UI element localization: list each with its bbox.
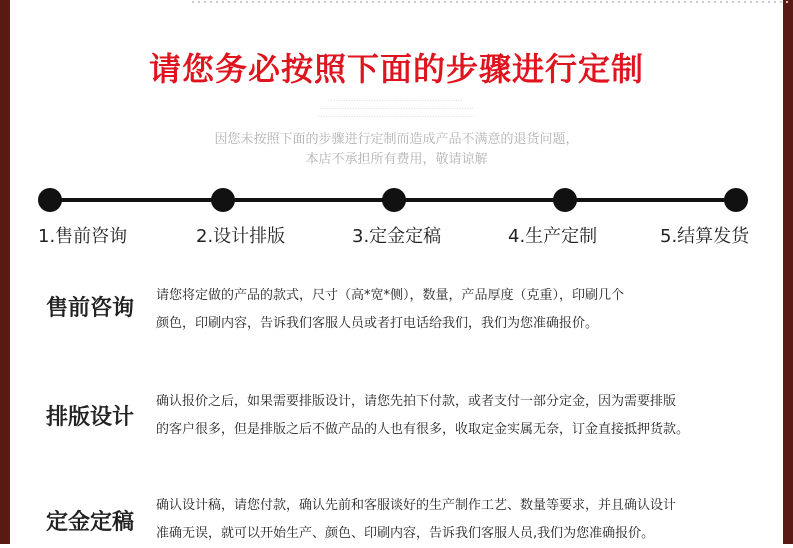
decorative-fine-print: · · · · · · · · · · · · · · · · · · · · · · · · · · · · · · · · · · · · · · · · · · · · · · · · · · · · · · · · · · · · · ·	[318, 114, 475, 119]
section-line: 颜色，印刷内容，告诉我们客服人员或者打电话给我们，我们为您准确报价。	[156, 316, 599, 331]
section-text-layout	[156, 388, 756, 444]
step-label-5: 5.结算发货	[660, 226, 750, 247]
step-dot	[211, 188, 235, 212]
section-text-deposit	[156, 492, 756, 548]
notice-line-1: 因您未按照下面的步骤进行定制而造成产品不满意的退货问题，	[214, 132, 579, 147]
step-label-4: 4.生产定制	[508, 226, 598, 247]
decorative-fine-print: · · · · · · · · · · · · · · · · · · · · · · · · · · · · · · · · · · · · · · · · · · · · · · · · · · · · · · · · · · · · ·	[319, 106, 474, 111]
notice-line-2: 本店不承担所有费用，敬请谅解	[305, 152, 488, 167]
step-timeline	[0, 185, 793, 245]
section-line: 确认报价之后，如果需要排版设计，请您先拍下付款，或者支付一部分定金，因为需要排版	[156, 394, 677, 409]
step-label-3: 3.定金定稿	[352, 226, 442, 247]
section-title-deposit: 定金定稿	[46, 510, 135, 535]
section-line: 请您将定做的产品的款式，尺寸（高*宽*侧），数量，产品厚度（克重），印刷几个	[156, 288, 625, 303]
page-title: 请您务必按照下面的步骤进行定制	[148, 50, 644, 88]
step-label-2: 2.设计排版	[196, 226, 286, 247]
section-title-presale: 售前咨询	[46, 296, 135, 321]
decorative-dots	[190, 0, 790, 4]
section-line: 确认设计稿，请您付款，确认先前和客服谈好的生产制作工艺、数量等要求，并且确认设计	[156, 498, 677, 513]
step-label-1: 1.售前咨询	[38, 226, 128, 247]
decorative-fine-print: · · · · · · · · · · · · · · · · · · · · · · · · · · · · · · · · · · · · · · · · · · · · · · · · · · · ·	[331, 98, 462, 103]
step-dot	[382, 188, 406, 212]
section-title-layout: 排版设计	[46, 405, 135, 430]
step-dot	[553, 188, 577, 212]
section-line: 准确无误，就可以开始生产、颜色、印刷内容，告诉我们客服人员,我们为您准确报价。	[156, 526, 655, 541]
step-dot	[38, 188, 62, 212]
section-text-presale	[156, 282, 756, 338]
section-line: 的客户很多，但是排版之后不做产品的人也有很多，收取定金实属无奈，订金直接抵押货款。	[156, 422, 690, 437]
step-dot	[724, 188, 748, 212]
